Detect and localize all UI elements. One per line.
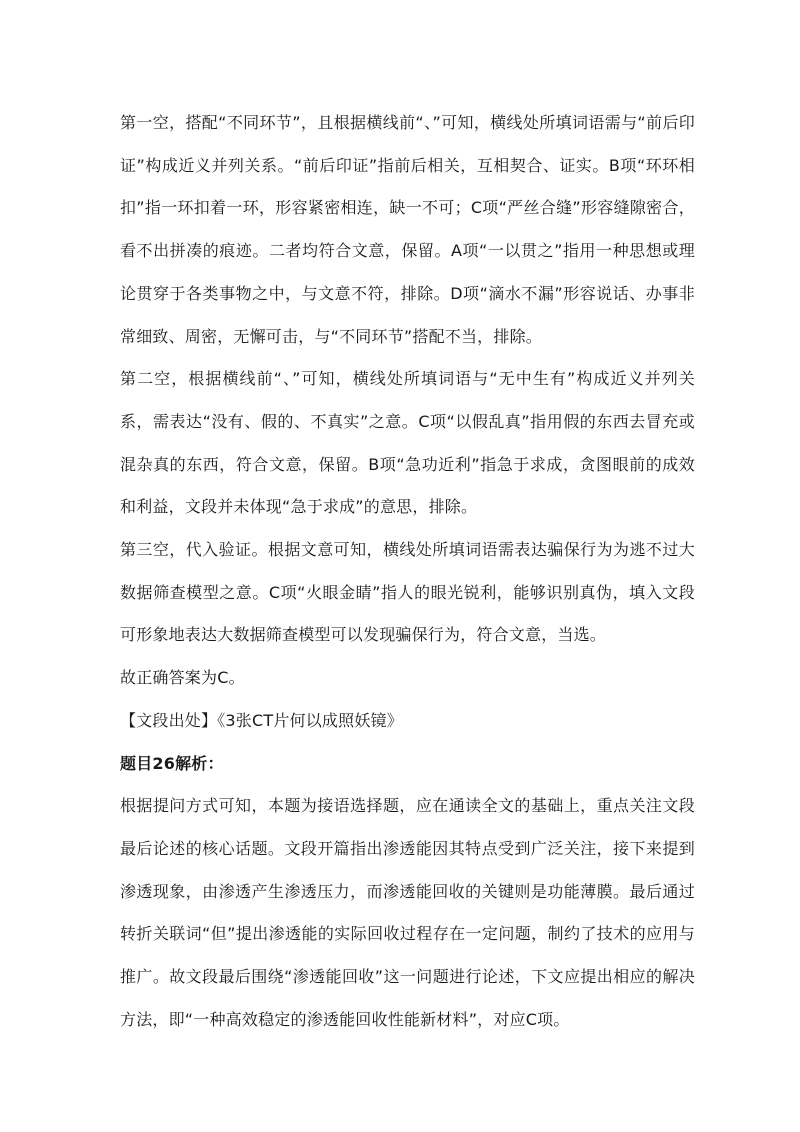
paragraph-blank-2: 第二空，根据横线前“、”可知，横线处所填词语与“无中生有”构成近义并列关系，需表达“没有、假的、不真实”之意。C项“以假乱真”指用假的东西去冒充或混杂真的东西，符合文意，保留。B项“急功近利”指急于求成，贪图眼前的成效和利益，文段并未体现“急于求成”的意思，排除。 bbox=[120, 369, 695, 517]
paragraph-blank-3: 第三空，代入验证。根据文意可知，横线处所填词语需表达骗保行为为逃不过大数据筛查模型之意。C项“火眼金睛”指人的眼光锐利，能够识别真伪，填入文段可形象地表达大数据筛查模型可以发现骗保行为，符合文意，当选。 bbox=[120, 540, 695, 645]
paragraph-blank-1: 第一空，搭配“不同环节”，且根据横线前“、”可知，横线处所填词语需与“前后印证”构成近义并列关系。“前后印证”指前后相关，互相契合、证实。B项“环环相扣”指一环扣着一环，形容紧密相连，缺一不可；C项“严丝合缝”形容缝隙密合，看不出拼凑的痕迹。二者均符合文意，保留。A项“一以贯之”指用一种思想或理论贯穿于各类事物之中，与文意不符，排除。D项“滴水不漏”形容说话、办事非常细致、周密，无懈可击，与“不同环节”搭配不当，排除。 bbox=[120, 113, 695, 346]
document-body bbox=[120, 102, 695, 1041]
question-26-heading: 题目26解析： bbox=[120, 753, 224, 773]
paragraph-question-26-analysis: 根据提问方式可知，本题为接语选择题，应在通读全文的基础上，重点关注文段最后论述的核心话题。文段开篇指出渗透能因其特点受到广泛关注，接下来提到渗透现象，由渗透产生渗透压力，而渗透能回收的关键则是功能薄膜。最后通过转折关联词“但”提出渗透能的实际回收过程存在一定问题，制约了技术的应用与推广。故文段最后围绕“渗透能回收”这一问题进行论述，下文应提出相应的解决方法，即“一种高效稳定的渗透能回收性能新材料”，对应C项。 bbox=[120, 796, 695, 1029]
paragraph-answer: 故正确答案为C。 bbox=[120, 668, 245, 688]
paragraph-source: 【文段出处】《3张CT片何以成照妖镜》 bbox=[120, 710, 403, 730]
